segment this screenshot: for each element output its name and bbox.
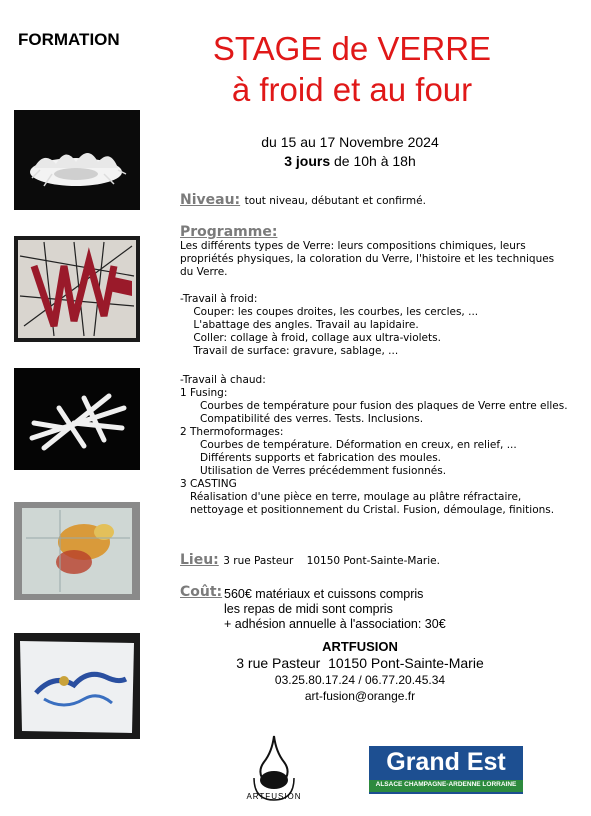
froid-line: Couper: les coupes droites, les courbes, les cercles, ...	[180, 306, 479, 318]
travail-froid-section	[180, 293, 478, 358]
chaud-line: Utilisation de Verres précédemment fusionnés.	[180, 465, 447, 477]
programme-intro	[180, 240, 554, 279]
contact-org: ARTFUSION	[322, 639, 398, 654]
niveau-heading: Niveau:	[180, 192, 241, 208]
chaud-line: Courbes de température pour fusion des plaques de Verre entre elles.	[180, 400, 568, 412]
programme-intro-line: Les différents types de Verre: leurs compositions chimiques, leurs	[180, 240, 526, 252]
travail-chaud-title: -Travail à chaud:	[180, 374, 266, 386]
chaud-line: nettoyage et positionnement du Cristal. Fusion, démoulage, finitions.	[180, 504, 555, 516]
programme-intro-line: du Verre.	[180, 266, 228, 278]
froid-line: L'abattage des angles. Travail au lapidaire.	[180, 319, 419, 331]
chaud-line: Réalisation d'une pièce en terre, moulage au plâtre réfractaire,	[180, 491, 522, 503]
artfusion-logo	[246, 734, 302, 808]
froid-line: Travail de surface: gravure, sablage, ...	[180, 345, 399, 357]
cast-glass-figure-photo	[14, 633, 140, 739]
dates-line: du 15 au 17 Novembre 2024	[261, 134, 439, 150]
contact-phones: 03.25.80.17.24 / 06.77.20.45.34	[274, 673, 446, 687]
chaud-line: 1 Fusing:	[180, 387, 228, 399]
contact-email[interactable]: art-fusion@orange.fr	[304, 689, 416, 703]
cout-details	[224, 587, 446, 632]
cout-line: les repas de midi sont compris	[224, 602, 393, 616]
glass-branch-sculpture-photo	[14, 368, 140, 470]
grand-est-name: Grand Est	[386, 748, 506, 776]
title-line-2: à froid et au four	[231, 71, 473, 108]
cout-line: 560€ matériaux et cuissons compris	[224, 587, 424, 601]
grand-est-subtitle: ALSACE CHAMPAGNE-ARDENNE LORRAINE	[375, 781, 517, 788]
cout-heading: Coût:	[180, 584, 223, 600]
duration-hours: de 10h à 18h	[330, 153, 416, 169]
travail-chaud-section	[180, 374, 568, 517]
chaud-line: Courbes de température. Déformation en creux, en relief, ...	[180, 439, 517, 451]
lieu-section	[180, 551, 440, 569]
niveau-section	[180, 191, 426, 209]
title-line-1: STAGE de VERRE	[212, 30, 492, 67]
cout-line: + adhésion annuelle à l'association: 30€	[224, 617, 446, 631]
lieu-text: 3 rue Pasteur 10150 Pont-Sainte-Marie.	[223, 555, 440, 567]
formation-label: FORMATION	[18, 30, 120, 49]
duration-line	[200, 153, 500, 169]
froid-line: Coller: collage à froid, collage aux ultra-violets.	[180, 332, 441, 344]
fused-glass-plate-photo	[14, 502, 140, 600]
niveau-text: tout niveau, débutant et confirmé.	[244, 195, 426, 207]
contact-address: 3 rue Pasteur 10150 Pont-Sainte-Marie	[236, 655, 484, 671]
glass-bowl-photo	[14, 110, 140, 210]
chaud-line: 3 CASTING	[180, 478, 237, 490]
artfusion-logo-text: ARTFUSION	[246, 792, 302, 801]
programme-intro-line: propriétés physiques, la coloration du Verre, l'histoire et les techniques	[180, 253, 555, 265]
lieu-heading: Lieu:	[180, 552, 219, 568]
chaud-line: Différents supports et fabrication des moules.	[180, 452, 441, 464]
chaud-line: 2 Thermoformages:	[180, 426, 284, 438]
duration-days: 3 jours	[284, 153, 331, 169]
travail-froid-title: -Travail à froid:	[180, 293, 258, 305]
programme-heading: Programme:	[180, 224, 278, 240]
glass-panel-red-black-photo	[14, 236, 140, 342]
chaud-line: Compatibilité des verres. Tests. Inclusions.	[180, 413, 424, 425]
grand-est-logo	[369, 746, 523, 794]
